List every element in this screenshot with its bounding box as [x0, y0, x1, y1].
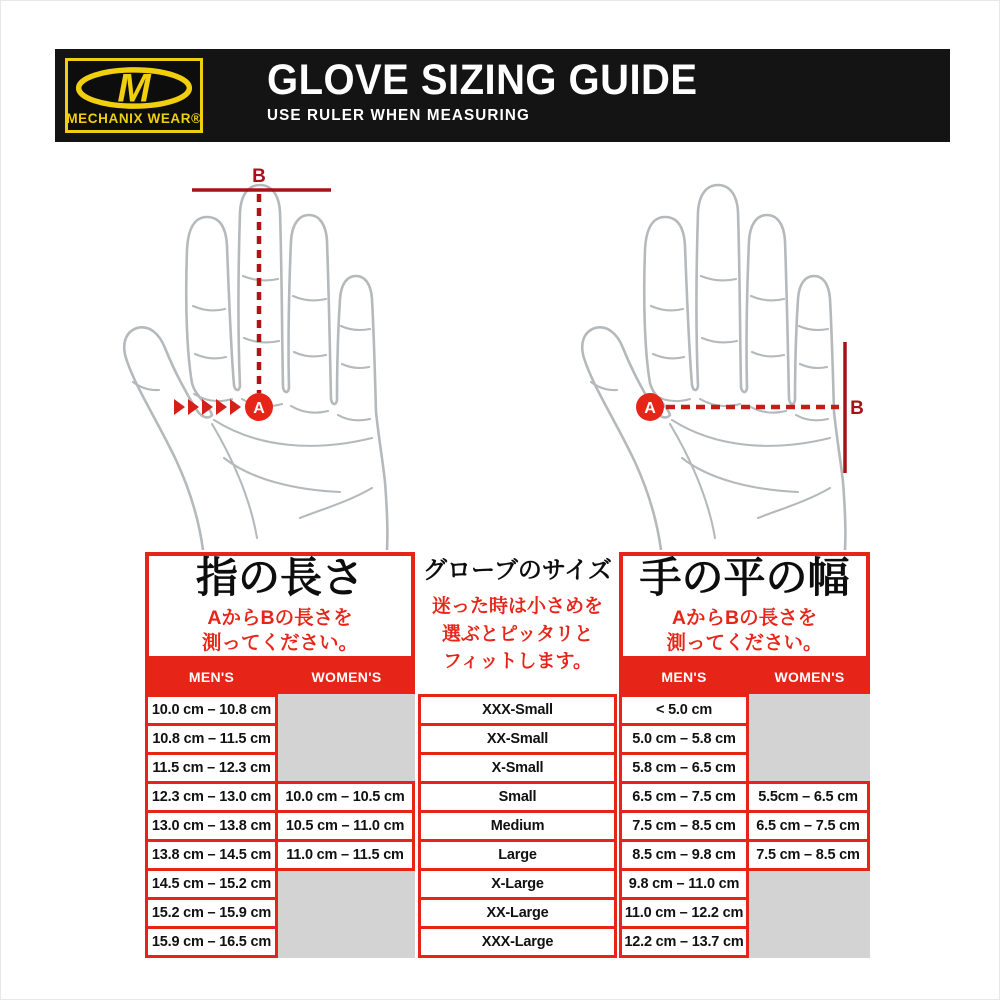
- table-cell: XX-Large: [418, 897, 617, 929]
- empty-cell-block: [278, 871, 415, 958]
- header-bar: [55, 49, 950, 142]
- table-cell: < 5.0 cm: [619, 694, 749, 726]
- point-a-label: A: [253, 400, 265, 417]
- table-cell: X-Large: [418, 868, 617, 900]
- table-cell: 11.0 cm – 11.5 cm: [275, 839, 415, 871]
- table-cell: Small: [418, 781, 617, 813]
- palm-width-title: 手の平の幅: [639, 553, 850, 601]
- hand-outline: [124, 185, 387, 550]
- finger-womens-label: WOMEN'S: [311, 669, 382, 685]
- table-cell: 12.2 cm – 13.7 cm: [619, 926, 749, 958]
- table-cell: XX-Small: [418, 723, 617, 755]
- palm-width-note: [666, 606, 822, 657]
- point-a-label: A: [644, 400, 656, 417]
- table-cell: XXX-Small: [418, 694, 617, 726]
- header-titles: [267, 57, 730, 125]
- finger-length-note: [202, 606, 358, 657]
- finger-length-header: [145, 552, 415, 660]
- empty-cell-block: [278, 694, 415, 781]
- note-line: AからBの長さを: [207, 606, 353, 629]
- empty-cell-block: [749, 694, 870, 781]
- right-hand-diagram: [558, 158, 888, 550]
- note-line: フィットします。: [443, 651, 592, 673]
- logo-monogram: M: [117, 66, 151, 110]
- table-cell: 7.5 cm – 8.5 cm: [619, 810, 749, 842]
- table-cell: 10.8 cm – 11.5 cm: [145, 723, 278, 755]
- table-cell: 13.8 cm – 14.5 cm: [145, 839, 278, 871]
- note-line: AからBの長さを: [671, 606, 818, 629]
- table-cell: 6.5 cm – 7.5 cm: [746, 810, 870, 842]
- mechanix-m-icon: [75, 66, 193, 110]
- table-cell: 10.0 cm – 10.8 cm: [145, 694, 278, 726]
- table-cell: 5.5cm – 6.5 cm: [746, 781, 870, 813]
- finger-mens-label: MEN'S: [188, 669, 235, 685]
- table-cell: Medium: [418, 810, 617, 842]
- logo-brand-text: MECHANIX WEAR®: [66, 110, 202, 126]
- col-palm-mens: [619, 694, 749, 960]
- table-cell: XXX-Large: [418, 926, 617, 958]
- table-cell: 15.9 cm – 16.5 cm: [145, 926, 278, 958]
- palm-gender-bar: [619, 660, 870, 694]
- empty-cell-block: [749, 871, 870, 958]
- point-b-label: B: [850, 398, 864, 419]
- finger-gender-bar: [145, 660, 415, 694]
- table-cell: 11.0 cm – 12.2 cm: [619, 897, 749, 929]
- table-cell: 8.5 cm – 9.8 cm: [619, 839, 749, 871]
- table-cell: 10.0 cm – 10.5 cm: [275, 781, 415, 813]
- col-palm-womens: [746, 694, 870, 960]
- table-cell: 9.8 cm – 11.0 cm: [619, 868, 749, 900]
- glove-size-note: [432, 593, 603, 676]
- table-cell: 15.2 cm – 15.9 cm: [145, 897, 278, 929]
- table-cell: 14.5 cm – 15.2 cm: [145, 868, 278, 900]
- col-size: [418, 694, 617, 960]
- mechanix-logo: [65, 58, 203, 133]
- point-a-marker: [636, 393, 664, 421]
- table-cell: 13.0 cm – 13.8 cm: [145, 810, 278, 842]
- page-title: GLOVE SIZING GUIDE: [267, 56, 698, 104]
- note-line: 測ってください。: [666, 632, 823, 655]
- point-b-label: B: [252, 166, 266, 187]
- glove-size-header: [418, 552, 617, 694]
- glove-size-title: グローブのサイズ: [423, 557, 612, 584]
- palm-width-header: [619, 552, 870, 660]
- page-subtitle: USE RULER WHEN MEASURING: [267, 107, 530, 124]
- table-cell: 7.5 cm – 8.5 cm: [746, 839, 870, 871]
- palm-mens-label: MEN'S: [661, 669, 707, 685]
- col-finger-womens: [275, 694, 415, 960]
- note-line: 測ってください。: [201, 632, 358, 655]
- table-cell: 5.8 cm – 6.5 cm: [619, 752, 749, 784]
- finger-length-title: 指の長さ: [195, 553, 364, 601]
- left-hand-diagram: [100, 158, 430, 550]
- palm-womens-label: WOMEN'S: [774, 669, 845, 685]
- note-line: 選ぶとピッタリと: [441, 623, 594, 645]
- table-cell: 5.0 cm – 5.8 cm: [619, 723, 749, 755]
- sizing-table: [145, 552, 870, 964]
- table-cell: X-Small: [418, 752, 617, 784]
- table-cell: 11.5 cm – 12.3 cm: [145, 752, 278, 784]
- col-finger-mens: [145, 694, 278, 960]
- table-cell: 10.5 cm – 11.0 cm: [275, 810, 415, 842]
- note-line: 迷った時は小さめを: [431, 596, 603, 618]
- table-cell: 12.3 cm – 13.0 cm: [145, 781, 278, 813]
- table-cell: Large: [418, 839, 617, 871]
- point-a-marker: [245, 393, 273, 421]
- table-cell: 6.5 cm – 7.5 cm: [619, 781, 749, 813]
